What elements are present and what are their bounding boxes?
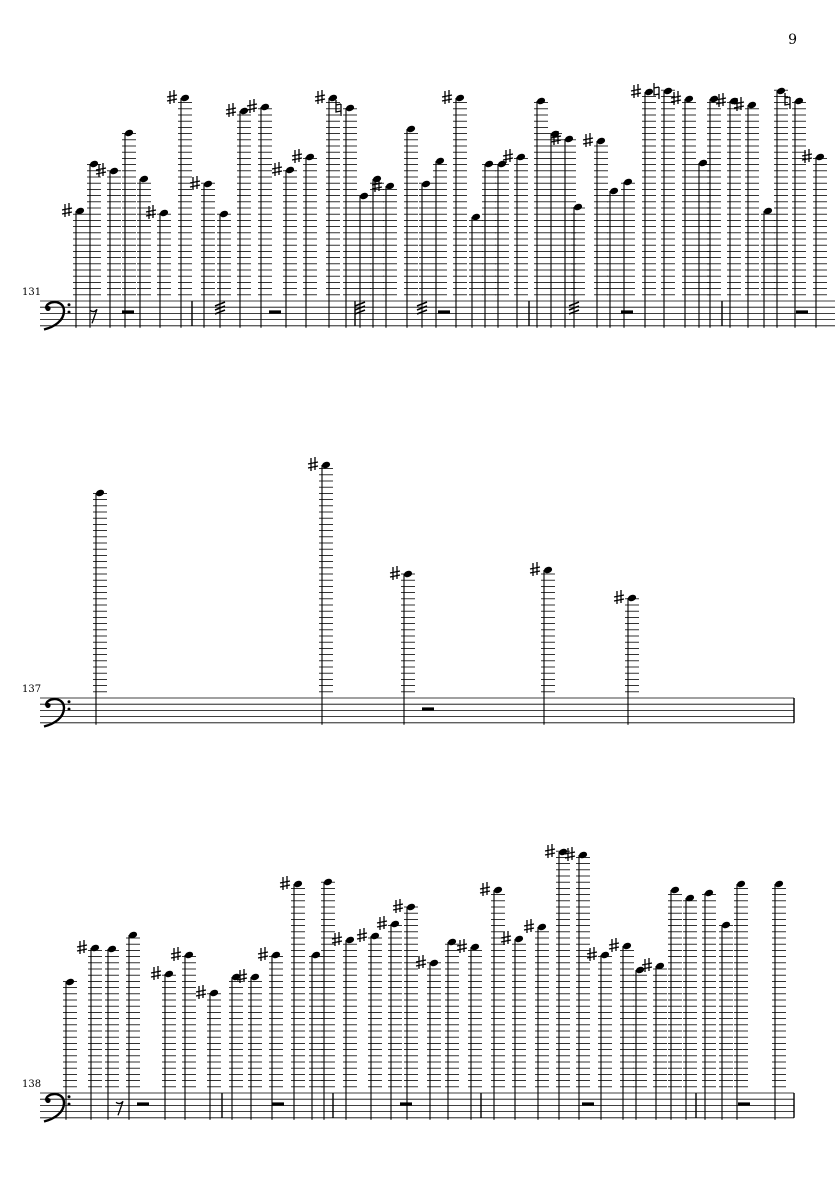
sharp-accidental-icon	[614, 590, 624, 604]
sharp-accidental-icon	[247, 99, 257, 113]
staff-system-1	[40, 83, 835, 330]
sharp-accidental-icon	[503, 149, 513, 163]
sharp-accidental-icon	[151, 966, 161, 980]
sharp-accidental-icon	[272, 162, 282, 176]
half-rest	[796, 310, 808, 313]
sharp-accidental-icon	[237, 969, 247, 983]
half-rest	[269, 310, 281, 313]
sharp-accidental-icon	[292, 149, 302, 163]
sharp-accidental-icon	[258, 947, 268, 961]
sharp-accidental-icon	[390, 566, 400, 580]
sharp-accidental-icon	[480, 882, 490, 896]
eighth-rest	[90, 309, 97, 323]
staff-system-2	[40, 457, 794, 727]
sharp-accidental-icon	[77, 940, 87, 954]
bass-clef-head-icon	[45, 306, 50, 311]
bass-clef-dot-icon	[68, 311, 71, 314]
eighth-rest	[116, 1101, 123, 1115]
sharp-accidental-icon	[280, 876, 290, 890]
sharp-accidental-icon	[545, 844, 555, 858]
measure-number-system-2: 137	[22, 684, 42, 695]
sharp-accidental-icon	[196, 985, 206, 999]
half-rest	[422, 707, 434, 710]
half-rest	[438, 310, 450, 313]
sharp-accidental-icon	[226, 103, 236, 117]
half-rest	[738, 1102, 750, 1105]
bass-clef-dot-icon	[68, 708, 71, 711]
sharp-accidental-icon	[315, 90, 325, 104]
sharp-accidental-icon	[583, 133, 593, 147]
sharp-accidental-icon	[802, 149, 812, 163]
sharp-accidental-icon	[565, 847, 575, 861]
sharp-accidental-icon	[308, 457, 318, 471]
sharp-accidental-icon	[357, 928, 367, 942]
sharp-accidental-icon	[524, 919, 534, 933]
bass-clef-dot-icon	[68, 700, 71, 703]
sharp-accidental-icon	[457, 939, 467, 953]
sharp-accidental-icon	[416, 955, 426, 969]
sharp-accidental-icon	[146, 205, 156, 219]
bass-clef-dot-icon	[68, 303, 71, 306]
sharp-accidental-icon	[442, 90, 452, 104]
measure-number-system-3: 138	[22, 1079, 42, 1090]
half-rest	[582, 1102, 594, 1105]
sharp-accidental-icon	[587, 947, 597, 961]
half-rest	[122, 310, 134, 313]
sharp-accidental-icon	[62, 203, 72, 217]
sharp-accidental-icon	[609, 938, 619, 952]
bass-clef-head-icon	[45, 1098, 50, 1103]
half-rest	[137, 1102, 149, 1105]
bass-clef-dot-icon	[68, 1095, 71, 1098]
page-number: 9	[788, 32, 797, 48]
measure-number-system-1: 131	[22, 287, 42, 298]
sharp-accidental-icon	[393, 899, 403, 913]
natural-accidental-icon	[785, 93, 790, 109]
sharp-accidental-icon	[167, 90, 177, 104]
half-rest	[400, 1102, 412, 1105]
sharp-accidental-icon	[530, 562, 540, 576]
bass-clef-dot-icon	[68, 1103, 71, 1106]
sharp-accidental-icon	[190, 176, 200, 190]
bass-clef-head-icon	[45, 703, 50, 708]
staff-system-3	[40, 844, 794, 1122]
sharp-accidental-icon	[501, 931, 511, 945]
sharp-accidental-icon	[716, 93, 726, 107]
half-rest	[621, 310, 633, 313]
sharp-accidental-icon	[631, 84, 641, 98]
half-rest	[272, 1102, 284, 1105]
sharp-accidental-icon	[171, 947, 181, 961]
sharp-accidental-icon	[377, 916, 387, 930]
